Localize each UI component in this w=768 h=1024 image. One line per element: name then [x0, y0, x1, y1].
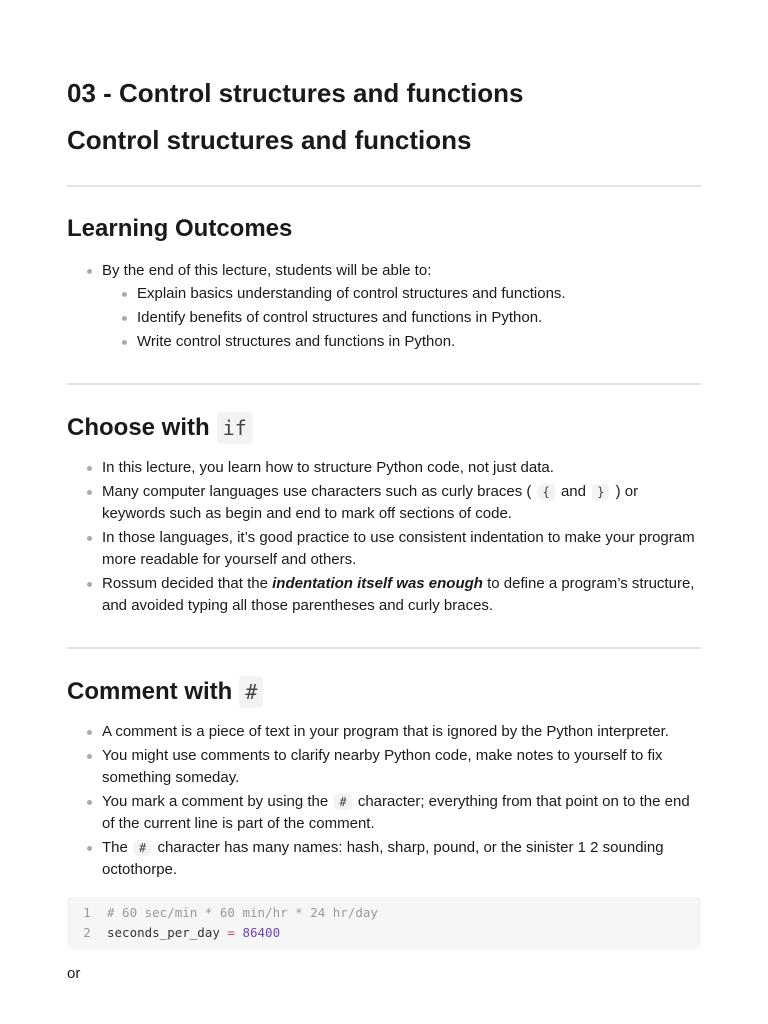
divider	[67, 185, 701, 187]
choose-list	[67, 457, 701, 617]
heading-code: if	[217, 412, 253, 444]
inline-code: {	[538, 484, 555, 500]
text: and	[560, 483, 586, 500]
list-item: Identify benefits of control structures and functions in Python.	[102, 307, 701, 329]
list-item: A comment is a piece of text in your program that is ignored by the Python interpreter.	[67, 721, 701, 743]
list-item: In this lecture, you learn how to structure Python code, not just data.	[67, 457, 701, 479]
divider	[67, 383, 701, 385]
text: The	[102, 839, 128, 856]
section-heading-learning: Learning Outcomes	[67, 215, 293, 242]
divider	[67, 647, 701, 649]
code-comment: # 60 sec/min * 60 min/hr * 24 hr/day	[107, 905, 378, 920]
comment-list	[67, 721, 701, 881]
page-title: 03 - Control structures and functions	[67, 78, 524, 108]
text: Many computer languages use characters such as curly braces (	[102, 483, 532, 500]
code-number: 86400	[242, 925, 281, 940]
heading-text: Comment with	[67, 678, 233, 705]
list-item	[67, 481, 701, 525]
line-number: 2	[83, 925, 91, 940]
list-item: Explain basics understanding of control structures and functions.	[102, 283, 701, 305]
list-item	[67, 260, 701, 353]
list-item	[67, 791, 701, 835]
page-subtitle: Control structures and functions	[67, 125, 472, 155]
section-heading-comment	[67, 676, 701, 708]
emphasis-text: indentation itself was enough	[272, 575, 483, 592]
text: character; everything from that point on to the end of the current line is part of the comment.	[102, 793, 690, 832]
code-line	[67, 903, 701, 923]
code-block	[67, 897, 701, 949]
list-item: In those languages, it’s good practice to use consistent indentation to make your program more readable for yourself and others.	[67, 527, 701, 571]
line-number: 1	[83, 905, 91, 920]
inline-code: #	[334, 794, 351, 810]
text: character has many names: hash, sharp, pound, or the sinister 1 2 sounding octothorpe.	[102, 839, 664, 878]
heading-text: Choose with	[67, 414, 210, 441]
list-item	[67, 837, 701, 881]
text: You mark a comment by using the	[102, 793, 329, 810]
text: ) or keywords such as begin and end to mark off sections of code.	[102, 483, 639, 522]
section-heading-choose	[67, 412, 701, 444]
list-item-text: By the end of this lecture, students will be able to:	[102, 262, 432, 279]
list-item: You might use comments to clarify nearby Python code, make notes to yourself to fix something someday.	[67, 745, 701, 789]
paragraph-text: or	[67, 965, 81, 982]
heading-code: #	[239, 676, 263, 708]
inline-code: #	[134, 840, 151, 856]
text: to define a program’s structure, and avoided typing all those parentheses and curly braces.	[102, 575, 695, 614]
text: Rossum decided that the	[102, 575, 273, 592]
inline-code: }	[592, 484, 609, 500]
nested-list	[102, 283, 701, 353]
learning-outcomes-list	[67, 260, 701, 353]
list-item	[67, 573, 701, 617]
code-line	[67, 923, 701, 943]
list-item: Write control structures and functions in Python.	[102, 331, 701, 353]
code-operator: =	[227, 925, 235, 940]
code-variable: seconds_per_day	[107, 925, 220, 940]
